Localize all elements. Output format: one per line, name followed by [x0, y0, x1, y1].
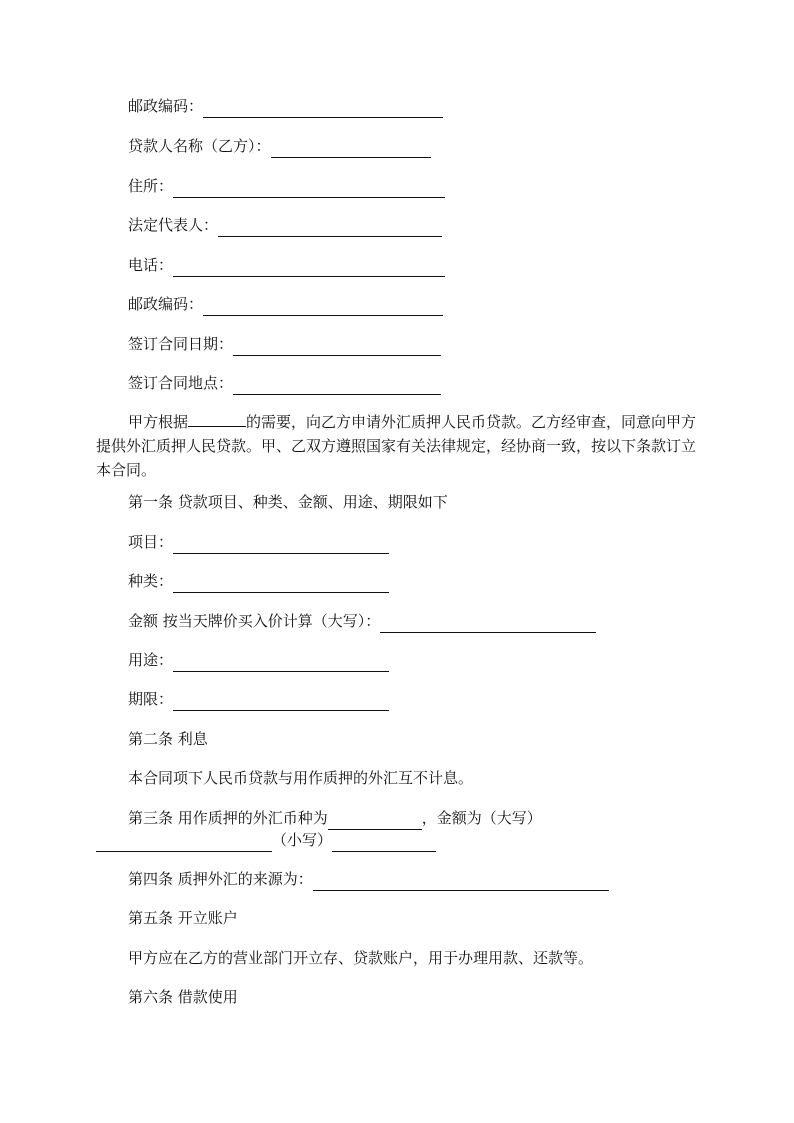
- type-blank[interactable]: [173, 574, 389, 593]
- article3-part2: ，金额为（大写）: [421, 809, 542, 827]
- article5-heading: 第五条 开立账户: [128, 909, 238, 927]
- item-field: [96, 530, 728, 554]
- type-field: [96, 569, 728, 593]
- lender-name-blank[interactable]: [271, 139, 431, 158]
- legal-rep-label: 法定代表人：: [128, 216, 219, 234]
- legal-rep-field: [96, 213, 728, 237]
- item-label: 项目：: [128, 533, 174, 551]
- purpose-label: 用途：: [128, 651, 174, 669]
- term-blank[interactable]: [173, 692, 389, 711]
- amount-numeric-blank[interactable]: [332, 833, 436, 852]
- amount-label: 金额 按当天牌价买入价计算（大写）：: [128, 612, 381, 630]
- term-field: [96, 687, 728, 711]
- signing-place-label: 签订合同地点：: [128, 374, 234, 392]
- source-blank[interactable]: [313, 872, 609, 891]
- need-blank[interactable]: [188, 410, 246, 427]
- phone-label: 电话：: [128, 256, 174, 274]
- term-label: 期限：: [128, 690, 174, 708]
- article3-part1: 第三条 用作质押的外汇币种为: [128, 809, 328, 827]
- postal-code-blank[interactable]: [203, 99, 443, 118]
- lender-name-label: 贷款人名称（乙方）：: [128, 137, 271, 155]
- lender-name-field: [96, 134, 728, 158]
- article4-field: [96, 867, 728, 891]
- article3-part3: （小写）: [272, 831, 333, 849]
- article5-body: 甲方应在乙方的营业部门开立存、贷款账户，用于办理用款、还款等。: [128, 949, 594, 967]
- article3-line2: [96, 828, 696, 852]
- legal-rep-blank[interactable]: [218, 218, 442, 237]
- item-blank[interactable]: [173, 535, 389, 554]
- article3-line1: [96, 806, 728, 830]
- postal-code-label: 邮政编码：: [128, 97, 204, 115]
- article2-body: 本合同项下人民币贷款与用作质押的外汇互不计息。: [128, 769, 474, 787]
- article1-heading: 第一条 贷款项目、种类、金额、用途、期限如下: [128, 493, 448, 511]
- postal-code-label: 邮政编码：: [128, 295, 204, 313]
- postal-code-field-b: [96, 292, 728, 316]
- amount-capital-blank[interactable]: [96, 833, 272, 852]
- preamble-part2: 的需要，向乙方申请外汇质押人民币贷款。乙方经审查，同意向甲方提供外汇质押人民贷款。甲、乙双方遵照国家有关法律规定，经协商一致，按以下条款订立本合同。: [96, 413, 697, 479]
- address-field: [96, 174, 728, 198]
- amount-blank[interactable]: [380, 614, 596, 633]
- postal-code-blank[interactable]: [203, 297, 443, 316]
- article2-heading: 第二条 利息: [128, 730, 208, 748]
- signing-date-field: [96, 332, 728, 356]
- address-blank[interactable]: [173, 179, 445, 198]
- article4-label: 第四条 质押外汇的来源为：: [128, 870, 313, 888]
- signing-place-blank[interactable]: [233, 376, 441, 395]
- article6-heading: 第六条 借款使用: [128, 988, 238, 1006]
- signing-date-blank[interactable]: [233, 337, 441, 356]
- signing-date-label: 签订合同日期：: [128, 335, 234, 353]
- postal-code-field-a: [96, 94, 728, 118]
- amount-field: [96, 609, 728, 633]
- address-label: 住所：: [128, 177, 174, 195]
- preamble-paragraph: [96, 410, 700, 482]
- preamble-part1: 甲方根据: [128, 413, 189, 431]
- phone-field: [96, 253, 728, 277]
- purpose-field: [96, 648, 728, 672]
- phone-blank[interactable]: [173, 258, 445, 277]
- signing-place-field: [96, 371, 728, 395]
- type-label: 种类：: [128, 572, 174, 590]
- purpose-blank[interactable]: [173, 653, 389, 672]
